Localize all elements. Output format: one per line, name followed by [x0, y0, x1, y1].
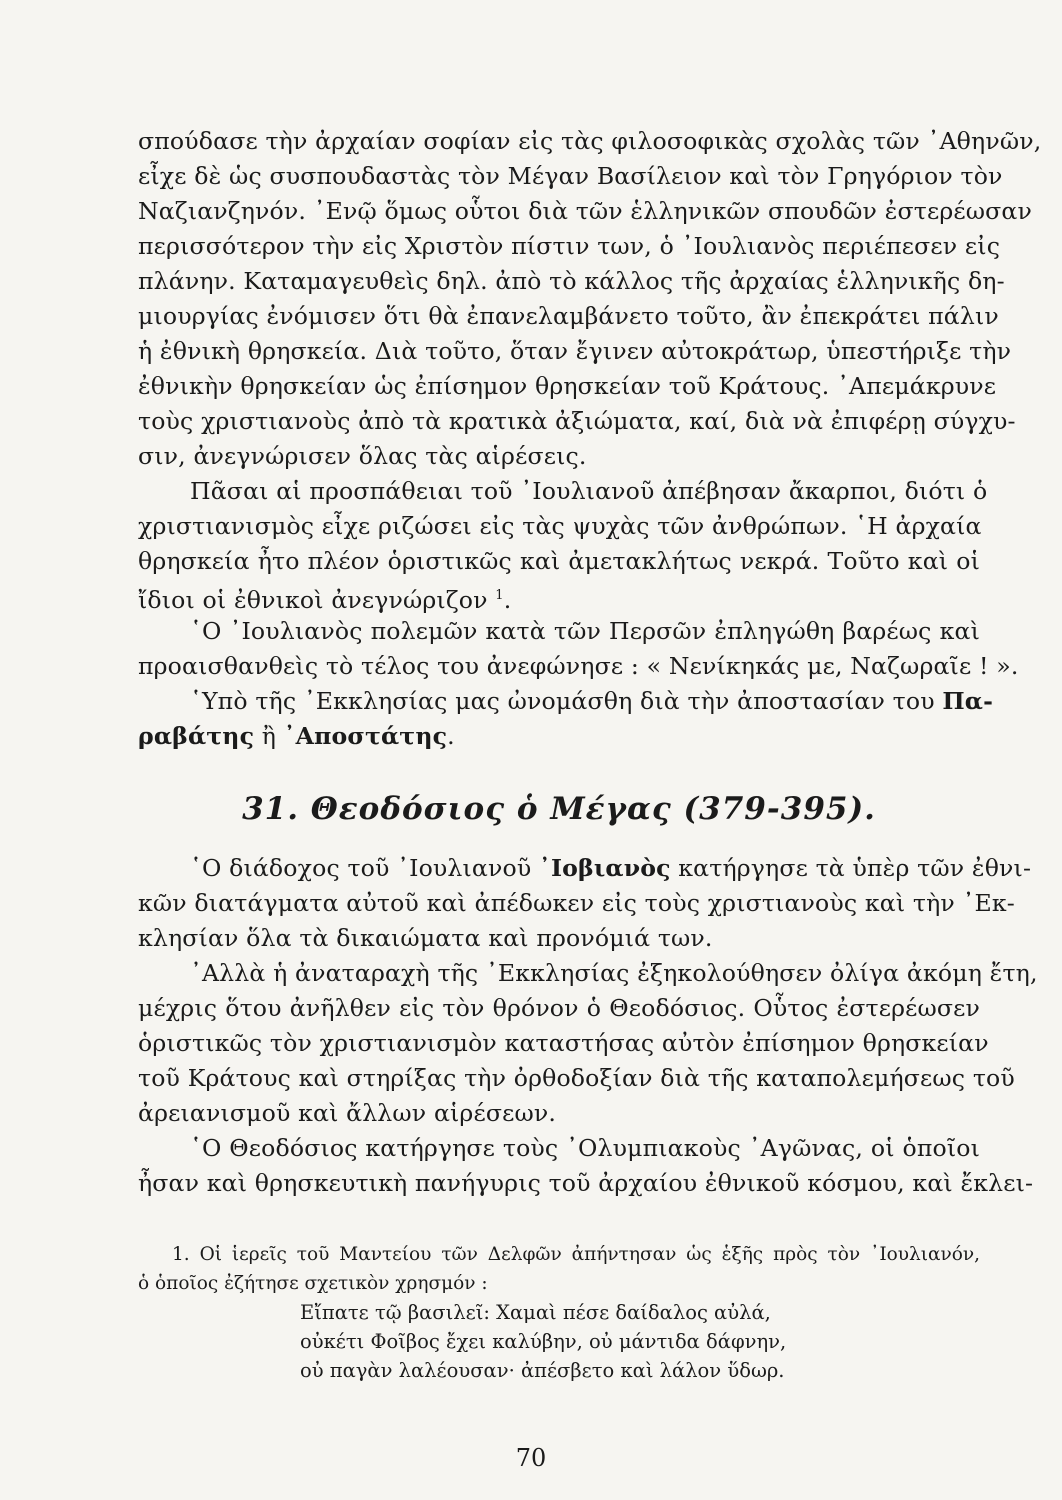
- text-line: ᾿Αλλὰ ἡ ἀναταραχὴ τῆς ᾿Εκκλησίας ἐξηκολούθησεν ὀλίγα ἀκόμη ἔτη,: [190, 959, 1038, 987]
- text-span: .: [447, 722, 455, 750]
- text-line: ῾Ο ᾿Ιουλιανὸς πολεμῶν κατὰ τῶν Περσῶν ἐπληγώθη βαρέως καὶ: [190, 617, 980, 645]
- text-span: ῾Ο διάδοχος τοῦ ᾿Ιουλιανοῦ: [190, 854, 539, 882]
- bold-term: Πα-: [942, 687, 994, 715]
- text-line: σιν, ἀνεγνώρισεν ὅλας τὰς αἱρέσεις.: [138, 442, 587, 470]
- text-line: τοὺς χριστιανοὺς ἀπὸ τὰ κρατικὰ ἀξιώματα, καί, διὰ νὰ ἐπιφέρῃ σύγχυ-: [138, 407, 1016, 435]
- page-number: 70: [515, 1444, 547, 1472]
- text-span: ῾Υπὸ τῆς ᾿Εκκλησίας μας ὠνομάσθη διὰ τὴν ἀποστασίαν του: [190, 687, 935, 715]
- text-line: Πᾶσαι αἱ προσπάθειαι τοῦ ᾿Ιουλιανοῦ ἀπέβησαν ἄκαρποι, διότι ὁ: [190, 477, 988, 505]
- text-line: περισσότερον τὴν εἰς Χριστὸν πίστιν των, ὁ ᾿Ιουλιανὸς περιέπεσεν εἰς: [138, 232, 1001, 260]
- text-line: ὁριστικῶς τὸν χριστιανισμὸν καταστήσας αὐτὸν ἐπίσημον θρησκείαν: [138, 1029, 989, 1057]
- text-span: Οἱ ἱερεῖς τοῦ Μαντείου τῶν Δελφῶν ἀπήντησαν ὡς ἑξῆς πρὸς τὸν ᾿Ιουλιανόν,: [199, 1244, 980, 1265]
- text-line: τοῦ Κράτους καὶ στηρίξας τὴν ὀρθοδοξίαν διὰ τῆς καταπολεμήσεως τοῦ: [138, 1064, 1015, 1092]
- text-line: ἡ ἐθνικὴ θρησκεία. Διὰ τοῦτο, ὅταν ἔγινεν αὐτοκράτωρ, ὑπεστήριξε τὴν: [138, 337, 1012, 365]
- text-line: [190, 852, 1032, 884]
- footnote-verse: οὐκέτι Φοῖβος ἔχει καλύβην, οὐ μάντιδα δάφνην,: [300, 1330, 787, 1353]
- text-line: κῶν διατάγματα αὐτοῦ καὶ ἀπέδωκεν εἰς τοὺς χριστιανοὺς καὶ τὴν ᾿Εκ-: [138, 889, 1015, 917]
- bold-term: ραβάτης: [138, 722, 255, 750]
- bold-term: ᾿Ιοβιανὸς: [539, 854, 671, 882]
- text-line: σπούδασε τὴν ἀρχαίαν σοφίαν εἰς τὰς φιλοσοφικὰς σχολὰς τῶν ᾿Αθηνῶν,: [138, 127, 1042, 155]
- footnote-verse: Εἴπατε τῷ βασιλεῖ: Χαμαὶ πέσε δαίδαλος αὐλά,: [300, 1301, 771, 1324]
- text-line: πλάνην. Καταμαγευθεὶς δηλ. ἀπὸ τὸ κάλλος τῆς ἀρχαίας ἑλληνικῆς δη-: [138, 267, 1005, 295]
- text-line: ἐθνικὴν θρησκείαν ὡς ἐπίσημον θρησκείαν τοῦ Κράτους. ᾿Απεμάκρυνε: [138, 372, 997, 400]
- footnote-line: [172, 1242, 980, 1268]
- text-line: [138, 580, 980, 616]
- text-line: κλησίαν ὅλα τὰ δικαιώματα καὶ προνόμιά των.: [138, 924, 713, 952]
- text-line: εἶχε δὲ ὡς συσπουδαστὰς τὸν Μέγαν Βασίλειον καὶ τὸν Γρηγόριον τὸν: [138, 162, 1003, 190]
- text-span: .: [503, 585, 512, 614]
- footnote-number: 1.: [172, 1244, 190, 1265]
- footnote-reference: 1: [495, 588, 504, 603]
- text-line: ἦσαν καὶ θρησκευτικὴ πανήγυρις τοῦ ἀρχαίου ἐθνικοῦ κόσμου, καὶ ἔκλει-: [138, 1169, 1034, 1197]
- text-line: προαισθανθεὶς τὸ τέλος του ἀνεφώνησε : « Νενίκηκάς με, Ναζωραῖε ! ».: [138, 652, 1019, 680]
- text-line: χριστιανισμὸς εἶχε ριζώσει εἰς τὰς ψυχὰς τῶν ἀνθρώπων. ῾Η ἀρχαία: [138, 512, 982, 540]
- bold-term: ᾿Αποστάτης: [283, 722, 448, 750]
- section-heading: 31. Θεοδόσιος ὁ Μέγας (379-395).: [242, 791, 876, 827]
- footnote-verse: οὐ παγὰν λαλέουσαν· ἀπέσβετο καὶ λάλον ὕδωρ.: [300, 1359, 785, 1382]
- text-line: [138, 720, 980, 752]
- text-span: ἢ: [254, 722, 284, 750]
- text-line: ῾Ο Θεοδόσιος κατήργησε τοὺς ᾿Ολυμπιακοὺς ᾿Αγῶνας, οἱ ὁποῖοι: [190, 1134, 980, 1162]
- text-line: [190, 685, 994, 717]
- footnote-line: ὁ ὁποῖος ἐζήτησε σχετικὸν χρησμόν :: [138, 1273, 488, 1294]
- text-line: θρησκεία ἦτο πλέον ὁριστικῶς καὶ ἀμετακλήτως νεκρά. Τοῦτο καὶ οἱ: [138, 547, 980, 575]
- text-span: ἴδιοι οἱ ἐθνικοὶ ἀνεγνώριζον: [138, 585, 488, 614]
- text-line: ἀρειανισμοῦ καὶ ἄλλων αἱρέσεων.: [138, 1099, 556, 1127]
- text-line: Ναζιανζηνόν. ᾿Ενῷ ὅμως οὗτοι διὰ τῶν ἑλληνικῶν σπουδῶν ἐστερέωσαν: [138, 197, 1032, 225]
- text-span: κατήργησε τὰ ὑπὲρ τῶν ἐθνι-: [670, 854, 1032, 882]
- text-line: μέχρις ὅτου ἀνῆλθεν εἰς τὸν θρόνον ὁ Θεοδόσιος. Οὗτος ἐστερέωσεν: [138, 994, 980, 1022]
- text-line: μιουργίας ἐνόμισεν ὅτι θὰ ἐπανελαμβάνετο τοῦτο, ἂν ἐπεκράτει πάλιν: [138, 302, 999, 330]
